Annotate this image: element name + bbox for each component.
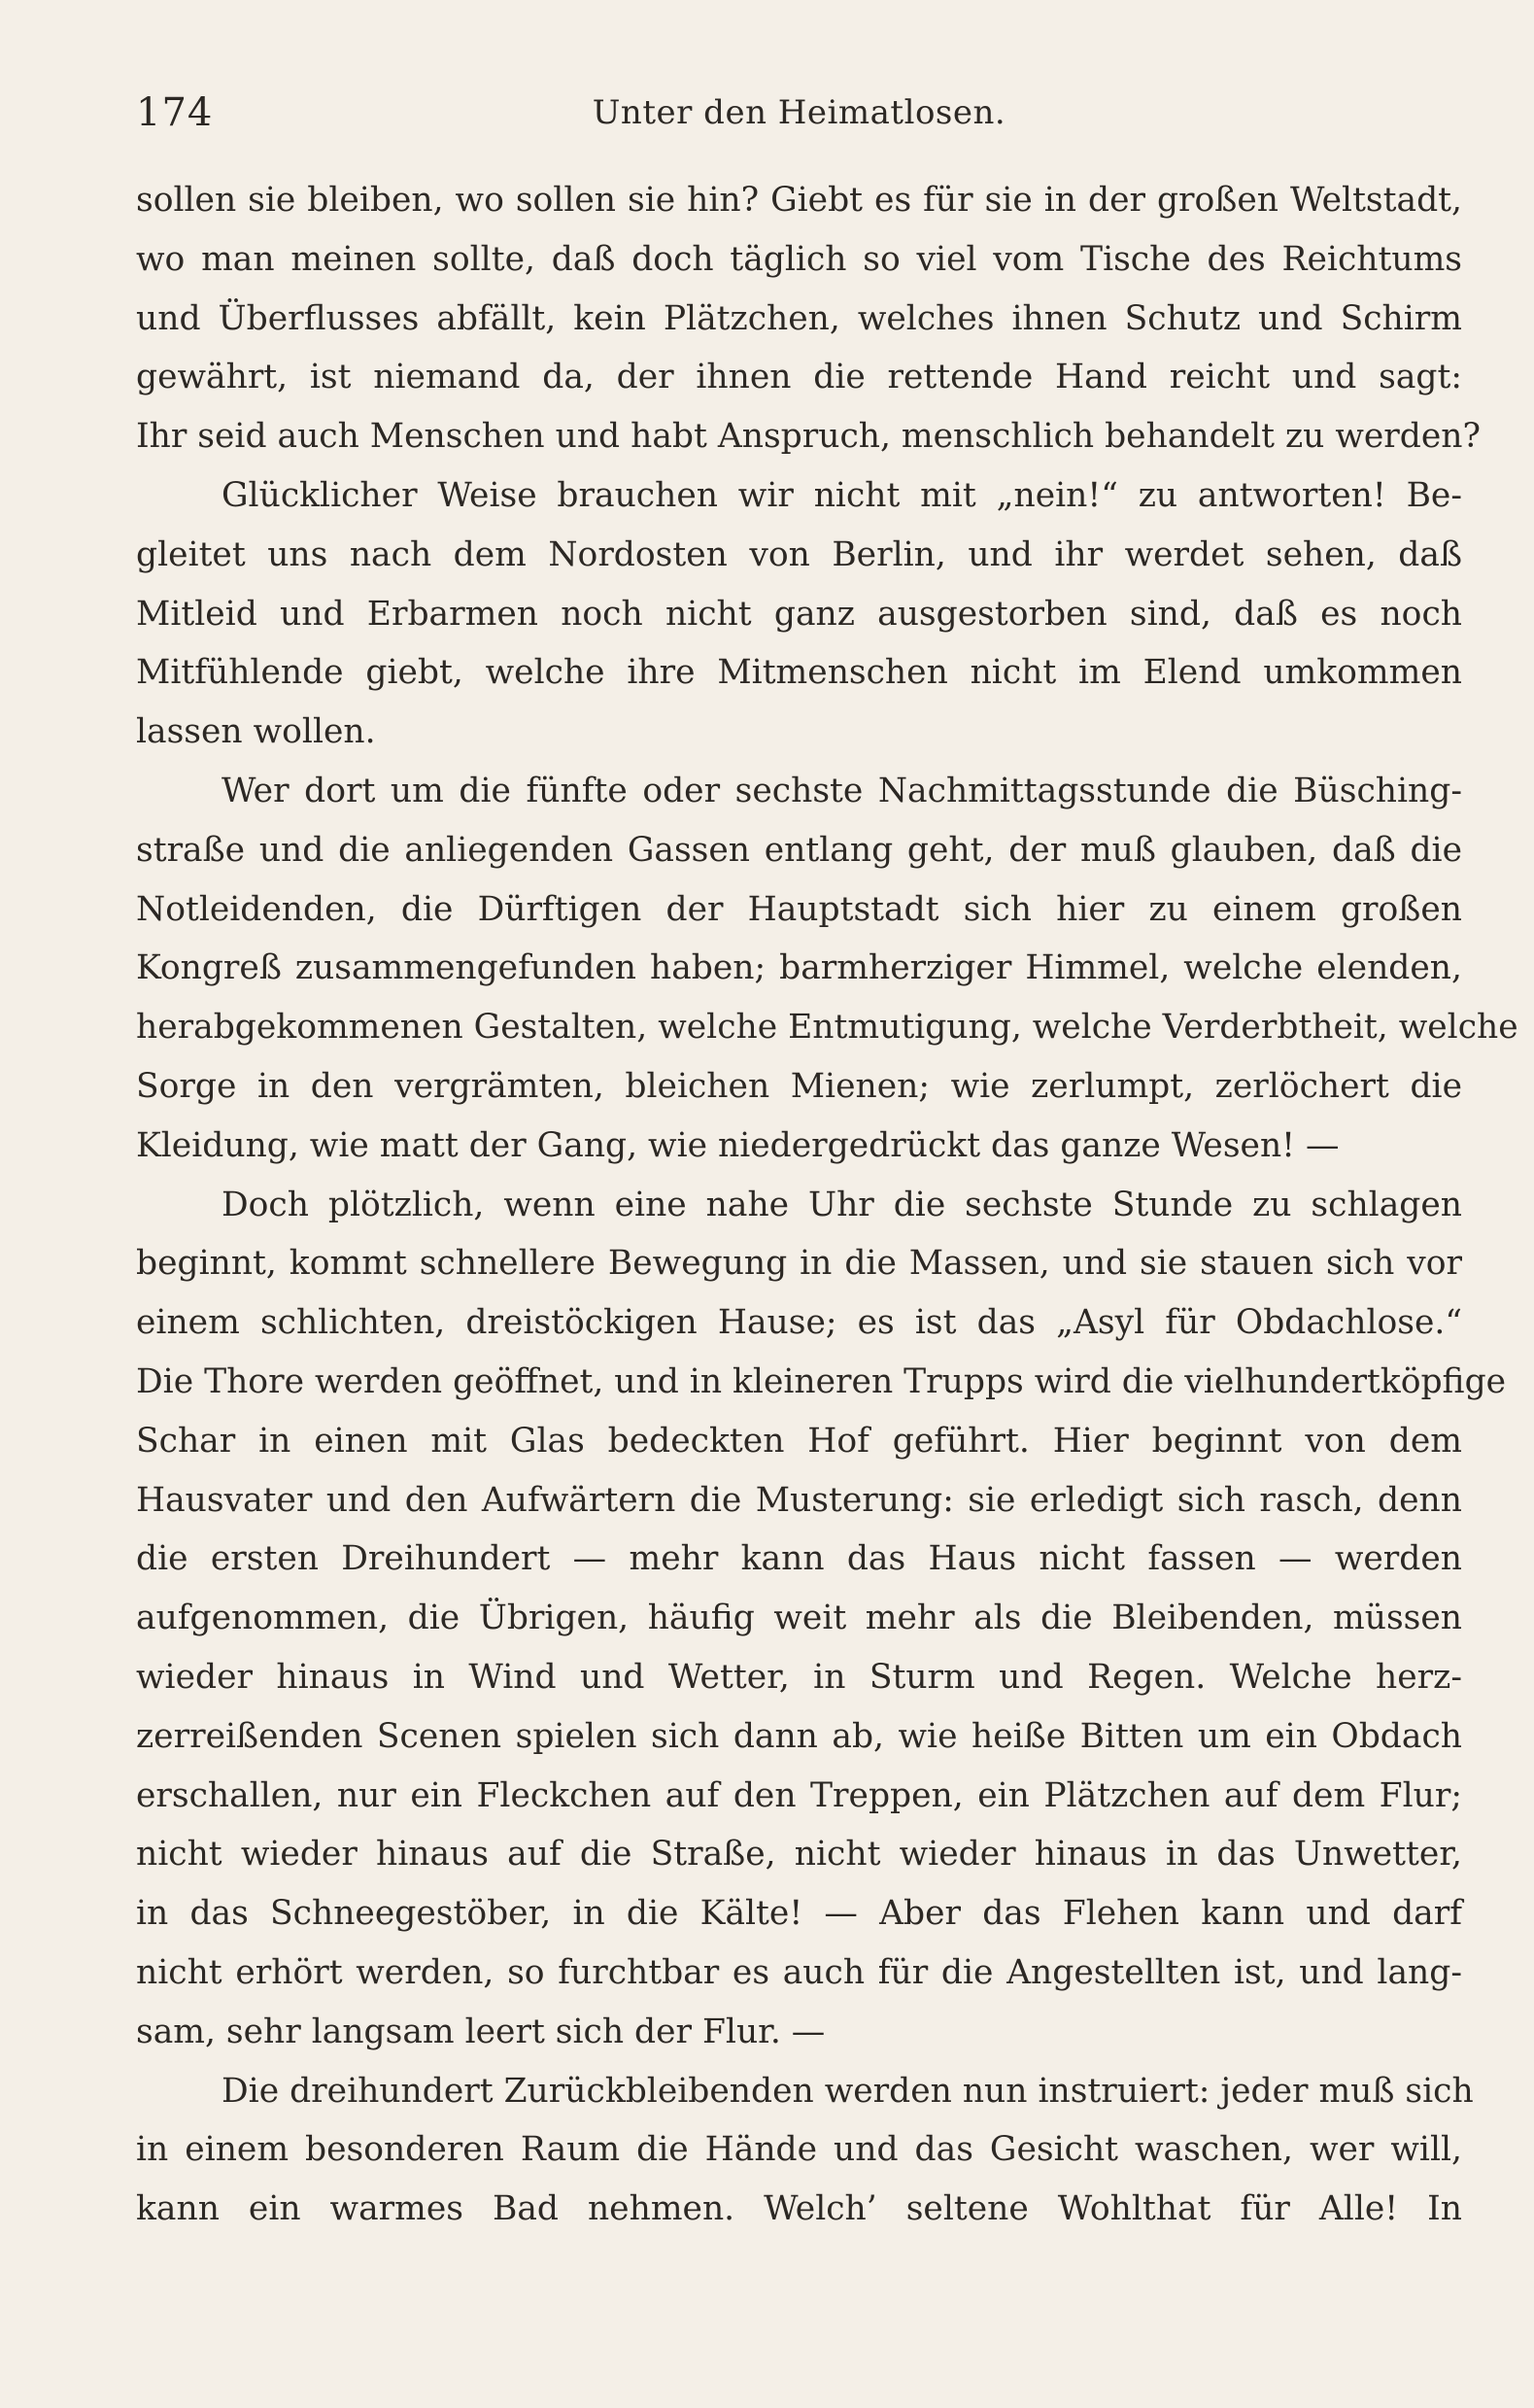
text-line: Doch plötzlich, wenn eine nahe Uhr die sechste Stunde zu schlagen	[222, 1185, 1462, 1224]
text-line: aufgenommen, die Übrigen, häufig weit mehr als die Bleibenden, müssen	[136, 1599, 1462, 1638]
paragraph	[136, 466, 1462, 762]
text-line: Kleidung, wie matt der Gang, wie niedergedrückt das ganze Wesen! —	[136, 1125, 1340, 1165]
paragraph	[136, 762, 1518, 1176]
text-line: herabgekommenen Gestalten, welche Entmutigung, welche Verderbtheit, welche	[136, 1008, 1518, 1048]
text-line: gleitet uns nach dem Nordosten von Berlin, und ihr werdet sehen, daß	[136, 534, 1462, 574]
text-line: sollen sie bleiben, wo sollen sie hin? Giebt es für sie in der großen Weltstadt,	[136, 181, 1462, 220]
paragraph	[136, 1176, 1507, 2062]
text-line: zerreißenden Scenen spielen sich dann ab, wie heiße Bitten um ein Obdach	[136, 1716, 1462, 1756]
text-line: Mitfühlende giebt, welche ihre Mitmenschen nicht im Elend umkommen	[136, 653, 1462, 693]
page-number: 174	[136, 90, 214, 135]
text-line: erschallen, nur ein Fleckchen auf den Treppen, ein Plätzchen auf dem Flur;	[136, 1775, 1462, 1815]
text-line: Notleidenden, die Dürftigen der Hauptstadt sich hier zu einem großen	[136, 889, 1462, 929]
text-line: lassen wollen.	[136, 712, 376, 752]
text-line: und Überflusses abfällt, kein Plätzchen, welches ihnen Schutz und Schirm	[136, 298, 1462, 338]
running-title: Unter den Heimatlosen.	[592, 93, 1006, 132]
text-line: Die dreihundert Zurückbleibenden werden nun instruiert: jeder muß sich	[222, 2071, 1474, 2111]
text-line: die ersten Dreihundert — mehr kann das Haus nicht fassen — werden	[136, 1539, 1462, 1579]
text-line: beginnt, kommt schnellere Bewegung in die Massen, und sie stauen sich vor	[136, 1244, 1462, 1284]
text-line: Glücklicher Weise brauchen wir nicht mit „nein!“ zu antworten! Be-	[222, 475, 1462, 515]
text-line: in das Schneegestöber, in die Kälte! — Aber das Flehen kann und darf	[136, 1894, 1462, 1934]
text-line: Sorge in den vergrämten, bleichen Mienen; wie zerlumpt, zerlöchert die	[136, 1066, 1462, 1106]
text-line: gewährt, ist niemand da, der ihnen die rettende Hand reicht und sagt:	[136, 358, 1462, 397]
text-line: Hausvater und den Aufwärtern die Musterung: sie erledigt sich rasch, denn	[136, 1480, 1462, 1520]
text-line: Ihr seid auch Menschen und habt Anspruch, menschlich behandelt zu werden?	[136, 417, 1481, 457]
text-line: Die Thore werden geöffnet, und in kleineren Trupps wird die vielhundertköpfige	[136, 1361, 1507, 1401]
text-line: sam, sehr langsam leert sich der Flur. —	[136, 2012, 826, 2051]
text-line: Kongreß zusammengefunden haben; barmherziger Himmel, welche elenden,	[136, 948, 1462, 988]
paragraph	[136, 171, 1481, 466]
running-head	[136, 84, 1462, 142]
text-line: in einem besonderen Raum die Hände und das Gesicht waschen, wer will,	[136, 2130, 1462, 2170]
text-line: Mitleid und Erbarmen noch nicht ganz ausgestorben sind, daß es noch	[136, 594, 1462, 634]
paragraph	[136, 2062, 1474, 2239]
text-line: wo man meinen sollte, daß doch täglich so viel vom Tische des Reichtums	[136, 239, 1462, 279]
text-line: nicht wieder hinaus auf die Straße, nicht wieder hinaus in das Unwetter,	[136, 1835, 1462, 1875]
text-line: straße und die anliegenden Gassen entlang geht, der muß glauben, daß die	[136, 830, 1462, 870]
text-line: einem schlichten, dreistöckigen Hause; es ist das „Asyl für Obdachlose.“	[136, 1303, 1462, 1343]
text-line: nicht erhört werden, so furchtbar es auch für die Angestellten ist, und lang-	[136, 1952, 1462, 1992]
text-line: kann ein warmes Bad nehmen. Welch’ seltene Wohlthat für Alle! In	[136, 2189, 1462, 2229]
body-text	[136, 171, 1518, 2239]
text-line: wieder hinaus in Wind und Wetter, in Sturm und Regen. Welche herz-	[136, 1657, 1462, 1697]
text-line: Wer dort um die fünfte oder sechste Nachmittagsstunde die Büsching-	[222, 771, 1462, 810]
text-line: Schar in einen mit Glas bedeckten Hof geführt. Hier beginnt von dem	[136, 1421, 1462, 1461]
